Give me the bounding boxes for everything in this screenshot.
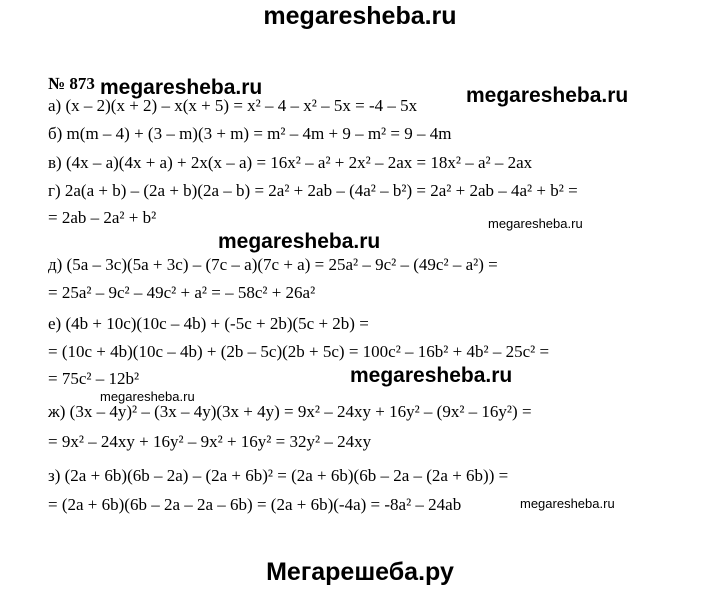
- solution-line-v: в) (4x – a)(4x + a) + 2x(x – a) = 16x² – a² + 2x² – 2ax = 18x² – a² – 2ax: [48, 153, 533, 172]
- solution-line-g: г) 2a(a + b) – (2a + b)(2a – b) = 2a² + 2ab – (4a² – b²) = 2a² + 2ab – 4a² + b² =: [48, 181, 578, 200]
- solution-line-zh-cont: = 9x² – 24xy + 16y² – 9x² + 16y² = 32y² – 24xy: [48, 432, 372, 451]
- solution-line-a: а) (x – 2)(x + 2) – x(x + 5) = x² – 4 – x² – 5x = -4 – 5x: [48, 96, 418, 115]
- solution-line-e-cont2: = 75c² – 12b²: [48, 369, 140, 388]
- solution-line-zh: ж) (3x – 4y)² – (3x – 4y)(3x + 4y) = 9x² – 24xy + 16y² – (9x² – 16y²) =: [48, 402, 532, 421]
- watermark: megaresheba.ru: [350, 364, 513, 387]
- solution-line-g-cont: = 2ab – 2a² + b²: [48, 208, 157, 227]
- solution-line-d: д) (5a – 3c)(5a + 3c) – (7c – a)(7c + a) = 25a² – 9c² – (49c² – a²) =: [48, 255, 498, 274]
- site-footer: Мегарешеба.ру: [266, 558, 454, 586]
- solution-line-b: б) m(m – 4) + (3 – m)(3 + m) = m² – 4m + 9 – m² = 9 – 4m: [48, 124, 452, 143]
- solution-line-z-cont: = (2a + 6b)(6b – 2a – 2a – 6b) = (2a + 6b)(-4a) = -8a² – 24ab: [48, 495, 462, 514]
- solution-line-e-cont1: = (10c + 4b)(10c – 4b) + (2b – 5c)(2b + 5c) = 100c² – 16b² + 4b² – 25c² =: [48, 342, 550, 361]
- watermark: megaresheba.ru: [520, 496, 615, 511]
- solution-line-z: з) (2a + 6b)(6b – 2a) – (2a + 6b)² = (2a + 6b)(6b – 2a – (2a + 6b)) =: [48, 466, 509, 485]
- watermark: megaresheba.ru: [466, 84, 629, 107]
- solution-line-d-cont: = 25a² – 9c² – 49c² + a² = – 58c² + 26a²: [48, 283, 316, 302]
- watermark: megaresheba.ru: [218, 230, 381, 253]
- watermark: megaresheba.ru: [488, 216, 583, 231]
- solution-line-e: е) (4b + 10c)(10c – 4b) + (-5c + 2b)(5c + 2b) =: [48, 314, 369, 333]
- site-header: megaresheba.ru: [263, 2, 457, 30]
- watermark: megaresheba.ru: [100, 389, 195, 404]
- watermark: megaresheba.ru: [100, 76, 263, 99]
- problem-number: № 873: [48, 74, 95, 93]
